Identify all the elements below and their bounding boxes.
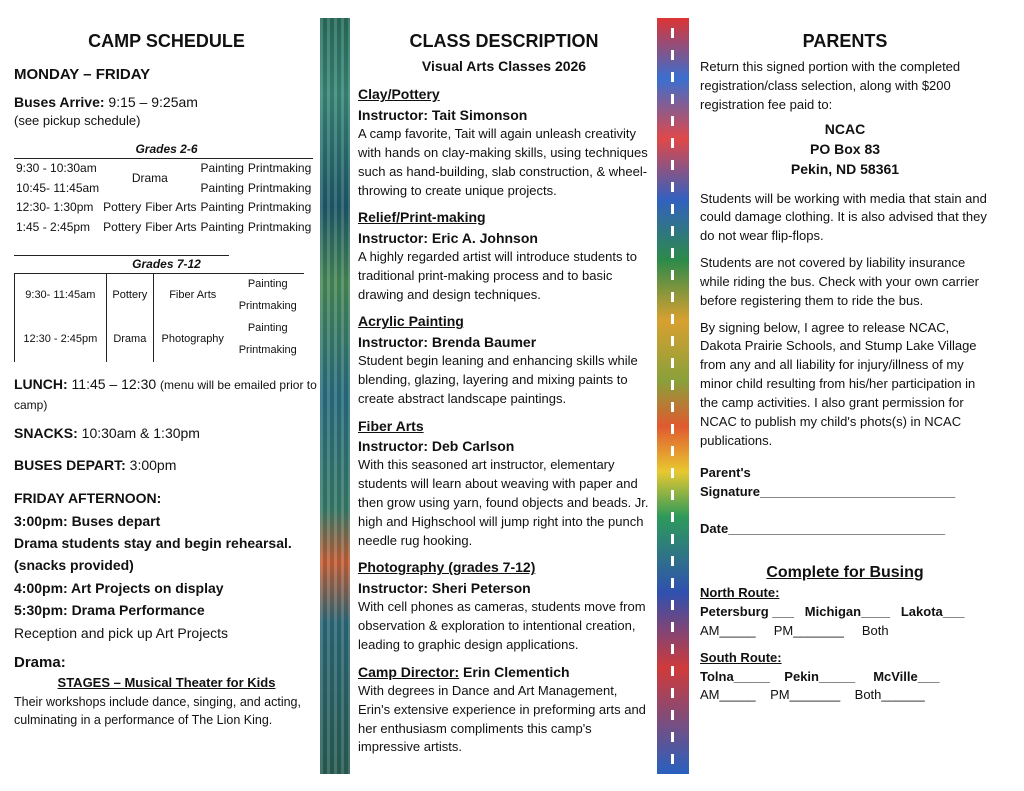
director-label: Camp Director:	[358, 663, 460, 680]
parents-title: PARENTS	[802, 31, 888, 51]
schedule-cell: Pottery	[103, 219, 142, 234]
friday-item: 5:30pm: Drama Performance	[14, 602, 205, 619]
class-name: Clay/Pottery	[358, 86, 440, 103]
schedule-cell-line: Printmaking	[238, 300, 297, 313]
south-route-times[interactable]: AM_____ PM_______ Both______	[700, 687, 925, 703]
strip-dash	[671, 600, 674, 610]
schedule-cell: 1:45 - 2:45pm	[16, 219, 91, 234]
schedule-cell: Photography	[154, 318, 232, 362]
class-instructor: Instructor: Tait Simonson	[358, 106, 528, 123]
friday-item: 4:00pm: Art Projects on display	[14, 579, 224, 596]
signature-label: Parent's	[700, 465, 751, 481]
strip-dash	[671, 380, 674, 390]
director-name: Erin Clementich	[463, 663, 570, 680]
grades-7-12-title: Grades 7-12	[132, 256, 201, 271]
schedule-row	[15, 274, 305, 318]
schedule-cell-line: Painting	[247, 321, 288, 334]
grades-2-6-title: Grades 2-6	[135, 141, 198, 156]
class-instructor: Instructor: Sheri Peterson	[358, 579, 531, 596]
buses-arrive-value: 9:15 – 9:25am	[108, 93, 198, 110]
grades-2-6-table	[14, 158, 313, 237]
schedule-row	[15, 318, 305, 362]
class-description: Student begin leaning and enhancing skills while blending, glazing, layering and mixing paints to create abstract landscape paintings.	[358, 353, 638, 406]
director-text: With degrees in Dance and Art Management, Erin's extensive experience in preforming arts and her enthusiasm compliments this camp's impressive artists.	[358, 682, 646, 755]
schedule-cell: Painting	[200, 219, 244, 234]
strip-dash	[671, 402, 674, 412]
pickup-note: (see pickup schedule)	[14, 113, 141, 129]
friday-item: Drama students stay and begin rehearsal.	[14, 534, 292, 551]
class-instructor: Instructor: Brenda Baumer	[358, 333, 537, 350]
grades-7-12-table	[14, 273, 304, 362]
schedule-cell: Painting	[200, 200, 244, 215]
drama-title: Drama:	[14, 653, 66, 671]
schedule-cell: Painting	[200, 180, 244, 195]
friday-item: (snacks provided)	[14, 557, 134, 574]
schedule-cell: Painting	[200, 161, 244, 176]
strip-dash	[671, 468, 674, 478]
schedule-row	[14, 159, 313, 179]
strip-dash	[671, 644, 674, 654]
signature-field[interactable]: ___________________________	[759, 484, 956, 500]
schedule-cell: Fiber Arts	[154, 274, 232, 318]
north-route-stops[interactable]: Petersburg ___ Michigan____ Lakota___	[700, 604, 965, 620]
schedule-row	[14, 218, 313, 237]
schedule-cell: Fiber Arts	[145, 219, 197, 234]
snacks-value: 10:30am & 1:30pm	[81, 424, 200, 441]
clothing-note: Students will be working with media that stain and could damage clothing. It is also advised that they do not wear flip-flops.	[700, 190, 987, 244]
schedule-cell: Drama	[106, 318, 153, 362]
class-description: A highly regarded artist will introduce students to traditional print-making process and to basic drawing and design techniques.	[358, 248, 637, 302]
schedule-cell	[231, 274, 304, 318]
schedule-cell: Drama	[131, 171, 168, 186]
address-line: NCAC	[824, 120, 866, 137]
schedule-cell: 12:30- 1:30pm	[16, 200, 94, 215]
strip-dash	[671, 424, 674, 434]
class-name: Relief/Print-making	[358, 209, 486, 226]
strip-dash	[671, 556, 674, 566]
class-entry	[358, 557, 650, 654]
schedule-cell: Printmaking	[247, 219, 312, 234]
camp-schedule-column	[14, 28, 319, 729]
strip-dash	[671, 490, 674, 500]
strip-dash	[671, 512, 674, 522]
lunch-value: 11:45 – 12:30	[71, 375, 157, 392]
strip-dash	[671, 182, 674, 192]
schedule-cell: 10:45- 11:45am	[16, 180, 100, 195]
strip-dash	[671, 446, 674, 456]
class-description: A camp favorite, Tait will again unleash creativity with hands on clay-making skills, using techniques such as hand-building, slab construction, & wheel-throwing to create unique projects.	[358, 125, 648, 198]
south-route-label: South Route:	[700, 649, 782, 665]
schedule-cell-line: Painting	[247, 278, 288, 291]
class-entry	[358, 84, 650, 200]
signature-label-2: Signature	[700, 484, 760, 500]
class-name: Photography (grades 7-12)	[358, 559, 536, 576]
class-entry	[358, 311, 650, 408]
strip-dash	[671, 204, 674, 214]
class-description-column	[358, 28, 650, 757]
class-description-title: CLASS DESCRIPTION	[409, 31, 599, 51]
strip-dash	[671, 72, 674, 82]
strip-dash	[671, 688, 674, 698]
parents-column	[700, 28, 990, 705]
schedule-cell: Printmaking	[247, 200, 312, 215]
lunch-label: LUNCH:	[14, 375, 68, 392]
drama-text: Their workshops include dance, singing, and acting, culminating in a performance of The Lion King.	[14, 694, 301, 727]
schedule-cell	[231, 318, 304, 362]
schedule-cell: Printmaking	[247, 180, 312, 195]
parents-intro: Return this signed portion with the completed registration/class selection, along with $200 registration fee paid to:	[700, 59, 961, 112]
friday-title: FRIDAY AFTERNOON:	[14, 490, 162, 507]
drama-subtitle: STAGES – Musical Theater for Kids	[57, 674, 276, 690]
strip-dash	[671, 94, 674, 104]
strip-dash	[671, 270, 674, 280]
schedule-cell: Pottery	[103, 200, 142, 215]
strip-dash	[671, 28, 674, 38]
lunch-note: (menu will be emailed prior to camp)	[14, 377, 317, 413]
class-name: Fiber Arts	[358, 417, 424, 434]
schedule-cell: 12:30 - 2:45pm	[15, 318, 107, 362]
north-route-times[interactable]: AM_____ PM_______ Both	[700, 622, 889, 638]
date-label: Date	[700, 521, 729, 537]
strip-dash	[671, 116, 674, 126]
friday-reception: Reception and pick up Art Projects	[14, 624, 229, 641]
strip-dash	[671, 534, 674, 544]
decorative-art-strip-right	[657, 18, 689, 774]
address-line: Pekin, ND 58361	[790, 161, 900, 178]
strip-dash	[671, 138, 674, 148]
class-entry	[358, 416, 650, 551]
snacks-label: SNACKS:	[14, 424, 78, 441]
strip-dash	[671, 732, 674, 742]
schedule-row	[14, 198, 313, 217]
insurance-note: Students are not covered by liability insurance while riding the bus. Check with your own carrier before registering them to ride the bus.	[700, 255, 979, 308]
strip-dash	[671, 754, 674, 764]
release-note: By signing below, I agree to release NCAC, Dakota Prairie Schools, and Stump Lake Village from any and all liability for injury/illness of my minor child resulting from his/her participation in the camp activities. I also grant permission for NCAC to publish my child's phots(s) in NCAC publications.	[700, 319, 977, 448]
strip-dash	[671, 710, 674, 720]
busing-title: Complete for Busing	[766, 564, 924, 582]
strip-dash	[671, 622, 674, 632]
schedule-cell: Pottery	[106, 274, 153, 318]
strip-dash	[671, 578, 674, 588]
friday-item: 3:00pm: Buses depart	[14, 512, 161, 529]
class-description: With cell phones as cameras, students move from observation & exploration to intentional creation, leading to graphic design applications.	[358, 599, 646, 652]
strip-dash	[671, 314, 674, 324]
strip-dash	[671, 336, 674, 346]
class-name: Acrylic Painting	[358, 313, 464, 330]
north-route-label: North Route:	[700, 585, 780, 601]
decorative-art-strip-left	[320, 18, 350, 774]
days-heading: MONDAY – FRIDAY	[14, 66, 151, 84]
schedule-cell-line: Printmaking	[238, 343, 297, 356]
strip-dash	[671, 226, 674, 236]
class-entry	[358, 207, 650, 304]
buses-arrive-label: Buses Arrive:	[14, 93, 105, 110]
depart-label: BUSES DEPART:	[14, 456, 126, 473]
depart-value: 3:00pm	[129, 456, 177, 473]
schedule-cell: 9:30- 11:45am	[15, 274, 107, 318]
camp-schedule-title: CAMP SCHEDULE	[88, 31, 245, 51]
date-field[interactable]: ______________________________	[728, 521, 946, 537]
class-description: With this seasoned art instructor, elementary students will learn about weaving with paper and then grow using yarn, found objects and beads. Jr. high and Highschool will jump right into the punch needle rug hooking.	[358, 457, 649, 548]
class-description-subtitle: Visual Arts Classes 2026	[421, 58, 587, 75]
schedule-cell: Printmaking	[247, 161, 312, 176]
strip-dash	[671, 248, 674, 258]
strip-dash	[671, 160, 674, 170]
strip-dash	[671, 358, 674, 368]
strip-dash	[671, 292, 674, 302]
address-line: PO Box 83	[809, 140, 881, 157]
strip-dash	[671, 50, 674, 60]
strip-dash	[671, 666, 674, 676]
class-instructor: Instructor: Eric A. Johnson	[358, 229, 538, 246]
class-instructor: Instructor: Deb Carlson	[358, 437, 515, 454]
south-route-stops[interactable]: Tolna_____ Pekin_____ McVille___	[700, 668, 940, 684]
schedule-cell: 9:30 - 10:30am	[16, 161, 97, 176]
schedule-cell: Fiber Arts	[145, 200, 197, 215]
